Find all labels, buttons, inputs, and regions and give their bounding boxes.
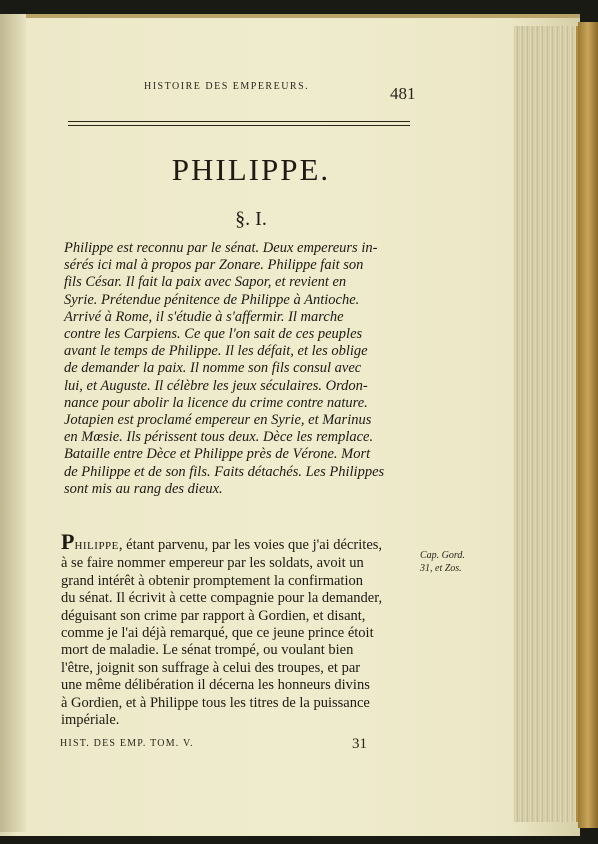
summary-line: Bataille entre Dèce et Philippe près de Vérone. Mort	[64, 446, 371, 463]
chapter-title: PHILIPPE.	[171, 152, 331, 187]
summary-line: nance pour abolir la licence du crime contre nature.	[64, 394, 368, 411]
body-first-line	[61, 529, 415, 555]
summary-line: Philippe est reconnu par le sénat. Deux empereurs in-	[64, 240, 378, 256]
body-line: à se faire nommer empereur par les soldats, avoit un	[61, 555, 364, 572]
body-line: du sénat. Il écrivit à cette compagnie pour la demander,	[61, 590, 383, 607]
summary-line: contre les Carpiens. Ce que l'on sait de ces peuples	[64, 326, 363, 343]
first-line-text: , étant parvenu, par les voies que j'ai décrites,	[118, 537, 383, 553]
summary-line: avant le temps de Philippe. Il les défait, et les oblige	[64, 343, 368, 360]
summary-line: Jotapien est proclamé empereur en Syrie, et Marinus	[64, 412, 372, 429]
margin-note	[420, 549, 480, 575]
chapter-summary	[64, 240, 414, 498]
section-mark: §. I.	[235, 208, 267, 230]
running-head: HISTOIRE DES EMPEREURS.	[144, 81, 310, 92]
summary-line: de demander la paix. Il nomme son fils consul avec	[64, 360, 362, 377]
page-edges	[514, 26, 580, 822]
body-paragraph	[61, 529, 415, 729]
margin-note-line: Cap. Gord.	[420, 550, 465, 561]
summary-line: en Mœsie. Ils périssent tous deux. Dèce les remplace.	[64, 429, 374, 446]
footer-signature: HIST. DES EMP. TOM. V.	[60, 738, 194, 749]
body-line: l'être, joignit son suffrage à celui des troupes, et par	[61, 659, 361, 676]
spine-fold	[0, 14, 26, 832]
cover-edge	[578, 22, 598, 828]
printed-page	[26, 26, 516, 826]
summary-line: sérés ici mal à propos par Zonare. Philippe fait son	[64, 257, 364, 274]
body-line: grand intérêt à obtenir promptement la confirmation	[61, 572, 363, 589]
body-line: comme je l'ai déjà remarqué, que ce jeune prince étoit	[61, 625, 374, 642]
page-number: 481	[390, 84, 416, 103]
footer-sheet-number: 31	[352, 736, 367, 752]
summary-line: Syrie. Prétendue pénitence de Philippe à Antioche.	[64, 291, 360, 308]
body-line: une même délibération il décerna les honneurs divins	[61, 677, 370, 694]
summary-line: lui, et Auguste. Il célèbre les jeux séculaires. Ordon-	[64, 377, 368, 394]
body-line: mort de maladie. Le sénat trompé, ou voulant bien	[61, 642, 354, 659]
summary-line: Arrivé à Rome, il s'étudie à s'affermir. Il marche	[64, 308, 344, 325]
summary-line: fils César. Il fait la paix avec Sapor, et revient en	[64, 274, 347, 291]
drop-cap: P	[61, 529, 75, 554]
body-line: impériale.	[61, 712, 120, 729]
body-line: déguisant son crime par rapport à Gordien, et disant,	[61, 607, 366, 624]
summary-line: sont mis au rang des dieux.	[64, 480, 223, 497]
summary-line: de Philippe et de son fils. Faits détachés. Les Philippes	[64, 463, 385, 480]
header-rule	[68, 121, 410, 126]
first-word-small-caps: HILIPPE	[74, 540, 119, 552]
margin-note-line: 31, et Zos.	[420, 563, 462, 574]
body-line: à Gordien, et à Philippe tous les titres de la puissance	[61, 694, 370, 711]
